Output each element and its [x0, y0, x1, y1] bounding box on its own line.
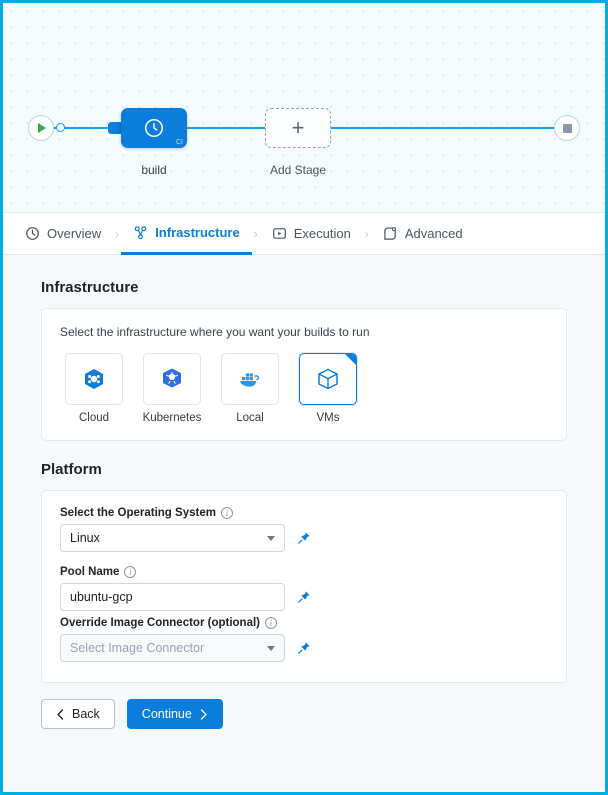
stage-badge: CI — [176, 139, 183, 146]
os-select[interactable] — [60, 524, 285, 552]
tab-separator-3: › — [364, 226, 369, 241]
back-button-label: Back — [72, 707, 100, 721]
pipeline-start-node[interactable] — [28, 115, 54, 141]
tab-separator-2: › — [253, 226, 258, 241]
platform-card — [41, 490, 567, 683]
stop-icon — [563, 124, 572, 133]
infrastructure-title: Infrastructure — [41, 279, 139, 296]
stage-build-label: build — [141, 163, 167, 177]
tab-advanced[interactable] — [371, 213, 475, 255]
add-stage-button[interactable] — [265, 108, 331, 148]
override-field-label — [60, 617, 548, 629]
docker-icon — [236, 367, 264, 391]
infra-option-kubernetes-label: Kubernetes — [142, 412, 202, 424]
vm-cube-icon — [316, 367, 340, 391]
continue-button[interactable] — [127, 699, 223, 729]
back-button[interactable] — [41, 699, 115, 729]
infra-option-kubernetes-box[interactable] — [143, 353, 201, 405]
tab-execution-label: Execution — [293, 226, 351, 241]
pin-icon — [297, 641, 311, 655]
infrastructure-description: Select the infrastructure where you want your builds to run — [60, 325, 370, 339]
infra-option-cloud-label: Cloud — [78, 412, 110, 424]
pool-name-input[interactable] — [60, 583, 285, 611]
pin-icon — [297, 531, 311, 545]
infra-option-local[interactable] — [216, 353, 284, 424]
overview-icon — [25, 226, 40, 241]
infra-option-vms-label: VMs — [316, 412, 340, 424]
override-label-text: Override Image Connector (optional) — [60, 617, 260, 629]
infra-option-local-label: Local — [236, 412, 264, 424]
infra-option-vms-box[interactable] — [299, 353, 357, 405]
infra-option-cloud-box[interactable] — [65, 353, 123, 405]
play-icon — [38, 123, 46, 133]
execution-icon — [272, 226, 287, 241]
pool-field-label — [60, 566, 548, 578]
continue-button-label: Continue — [141, 707, 192, 721]
tab-infrastructure-label: Infrastructure — [155, 224, 240, 240]
image-connector-select[interactable] — [60, 634, 285, 662]
os-select-value: Linux — [70, 531, 100, 545]
os-label-text: Select the Operating System — [60, 507, 216, 519]
override-field-row — [60, 634, 548, 662]
pool-field-row — [60, 583, 548, 611]
cloud-hex-icon — [81, 366, 107, 392]
tab-advanced-label: Advanced — [404, 226, 463, 241]
tab-overview[interactable] — [13, 213, 113, 255]
pin-icon — [297, 590, 311, 604]
chevron-down-icon — [267, 536, 275, 541]
infra-option-local-box[interactable] — [221, 353, 279, 405]
pool-pin-icon[interactable] — [293, 586, 315, 608]
override-pin-icon[interactable] — [293, 637, 315, 659]
wizard-footer — [41, 683, 567, 729]
tab-infrastructure[interactable] — [121, 213, 252, 255]
advanced-icon — [383, 226, 398, 241]
chevron-left-icon — [56, 709, 65, 720]
platform-title: Platform — [41, 461, 102, 478]
tab-overview-label: Overview — [47, 226, 102, 241]
pool-name-value: ubuntu-gcp — [70, 590, 133, 604]
add-stage-label: Add Stage — [269, 163, 327, 177]
tab-execution[interactable] — [260, 213, 363, 255]
info-icon[interactable]: i — [221, 507, 233, 519]
pipeline-canvas[interactable] — [3, 3, 605, 213]
image-connector-placeholder: Select Image Connector — [70, 641, 205, 655]
infra-option-cloud[interactable] — [60, 353, 128, 424]
plus-icon: + — [291, 115, 305, 140]
os-field-row — [60, 524, 548, 552]
chevron-down-icon — [267, 646, 275, 651]
chevron-right-icon — [199, 709, 208, 720]
connector-dot-start — [56, 123, 65, 132]
infra-option-vms[interactable] — [294, 353, 362, 424]
kubernetes-icon — [159, 366, 185, 392]
tab-separator-1: › — [115, 226, 120, 241]
stage-tabs — [3, 213, 605, 255]
infrastructure-icon — [133, 225, 148, 240]
infrastructure-panel — [3, 255, 605, 791]
os-field-label — [60, 507, 548, 519]
pipeline-end-node[interactable] — [554, 115, 580, 141]
infrastructure-options — [60, 353, 548, 424]
info-icon[interactable]: i — [265, 617, 277, 629]
build-gear-icon — [143, 117, 165, 139]
pool-label-text: Pool Name — [60, 566, 120, 578]
stage-build[interactable] — [121, 108, 187, 148]
infra-option-kubernetes[interactable] — [138, 353, 206, 424]
stage-left-stub — [108, 122, 122, 134]
os-pin-icon[interactable] — [293, 527, 315, 549]
info-icon[interactable]: i — [124, 566, 136, 578]
infrastructure-card — [41, 308, 567, 441]
